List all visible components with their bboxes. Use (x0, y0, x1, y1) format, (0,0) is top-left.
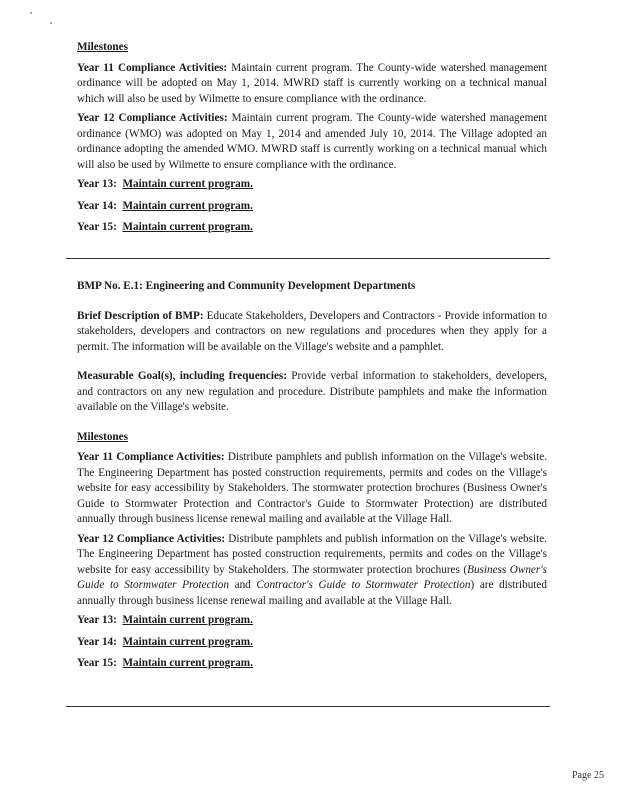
year-12-text: Maintain current program. The County-wide watershed management ordinance (WMO) was adopted on May 1, 2014 and amended July 10, 2014. The Village adopted an ordinance adopting the amended WMO. MWRD staff is currently working on a technical manual which will also be used by Wilmette to ensure compliance with the ordinance. (77, 112, 547, 171)
measurable-goals (77, 369, 547, 416)
section-divider-bottom (66, 706, 550, 707)
year-15-text-2: Maintain current program. (122, 657, 253, 669)
goals-text: Provide verbal information to stakeholders, developers, and contractors on any new regulation and procedure. Distribute pamphlets and make the information available on the Village's website. (77, 370, 547, 413)
business-guide-title: Business Owner's Guide to Stormwater Protection (77, 563, 547, 591)
year-13-label: Year 13: (77, 178, 117, 190)
scan-speck (30, 12, 32, 14)
year-13-line-2 (77, 613, 547, 629)
bmp-title (77, 279, 547, 295)
year-14-text-2: Maintain current program. (122, 635, 253, 648)
section-2 (77, 279, 547, 678)
contractor-guide-title: Contractor's Guide to Stormwater Protection (256, 579, 471, 591)
milestones-heading: Milestones (77, 41, 128, 53)
year-15-line (77, 220, 547, 236)
year-14-label-2: Year 14: (77, 635, 117, 648)
year-14-line-2 (77, 635, 547, 651)
year-14-label: Year 14: (77, 199, 117, 212)
section-divider (66, 258, 550, 259)
goals-label: Measurable Goal(s), including frequencies: (77, 370, 287, 382)
year-15-label-2: Year 15: (77, 657, 117, 669)
brief-description (77, 309, 547, 356)
year-14-text: Maintain current program. (122, 199, 253, 212)
year-11-label-2: Year 11 Compliance Activities: (77, 451, 225, 463)
year-15-text: Maintain current program. (122, 221, 253, 233)
year-12-label-2: Year 12 Compliance Activities: (77, 532, 226, 545)
scan-speck (50, 22, 52, 24)
year-12-activities (77, 111, 547, 173)
brief-label: Brief Description of BMP: (77, 309, 204, 322)
year-11-text-2: Distribute pamphlets and publish information on the Village's website. The Engineering Department has posted construction requirements, permits and codes on the Village's website for easy accessibility by Stakeholders. The stormwater protection brochures (Business Owner's Guide to Stormwater Protection and Contractor's Guide to Stormwater Protection) are distributed annually through business license renewal mailing and available at the Village Hall. (77, 451, 547, 525)
year-11-activities-2 (77, 450, 547, 528)
year-13-text: Maintain current program. (122, 178, 253, 190)
year-12-text-b: and (228, 579, 257, 591)
bmp-title-text: BMP No. E.1: Engineering and Community Development Departments (77, 280, 416, 292)
year-15-label: Year 15: (77, 221, 117, 233)
year-12-activities-2 (77, 532, 547, 610)
year-13-text-2: Maintain current program. (122, 614, 253, 626)
year-12-label: Year 12 Compliance Activities: (77, 112, 228, 124)
year-11-activities (77, 61, 547, 108)
year-13-line (77, 177, 547, 193)
page-number: Page 25 (572, 770, 604, 781)
brief-text: Educate Stakeholders, Developers and Contractors - Provide information to stakeholders, developers and contractors on new regulations and procedures when they apply for a permit. The information will be available on the Village's website and a pamphlet. (77, 309, 547, 353)
year-15-line-2 (77, 656, 547, 672)
year-12-text-a: Distribute pamphlets and publish information on the Village's website. The Engineering Department has posted construction requirements, permits and codes on the Village's website for easy accessibility by Stakeholders. The stormwater protection brochures ( (77, 532, 547, 576)
section-1 (77, 40, 547, 242)
milestones-heading-2: Milestones (77, 430, 128, 443)
year-11-label: Year 11 Compliance Activities: (77, 61, 228, 74)
year-13-label-2: Year 13: (77, 614, 117, 626)
year-14-line (77, 199, 547, 215)
year-11-text: Maintain current program. The County-wide watershed management ordinance will be adopted on May 1, 2014. MWRD staff is currently working on a technical manual which will also be used by Wilmette to ensure compliance with the ordinance. (77, 61, 548, 105)
year-12-text-c: ) are distributed annually through business license renewal mailing and available at the Village Hall. (77, 579, 547, 607)
